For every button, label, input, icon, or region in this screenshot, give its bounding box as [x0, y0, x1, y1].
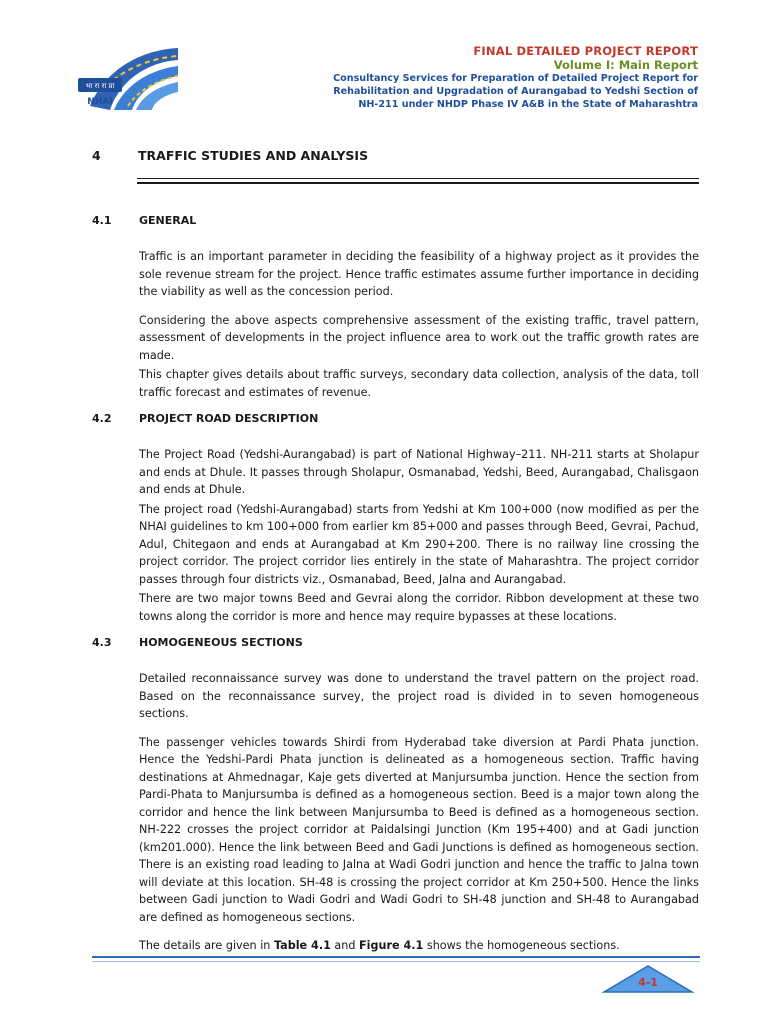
logo-text: NHAI	[87, 97, 113, 107]
chapter-number: 4	[92, 148, 101, 163]
table-reference[interactable]: Table 4.1	[273, 939, 331, 952]
paragraph: Traffic is an important parameter in deciding the feasibility of a highway project as it provides the sole revenue stream for the project. Hence traffic estimates assume further importance in deciding the viability as well as the concession period.	[139, 250, 699, 298]
section-number: 4.3	[92, 636, 112, 649]
ref-text-mid: and	[330, 939, 360, 952]
paragraph: Detailed reconnaissance survey was done to understand the travel pattern on the project road. Based on the reconnaissance survey, the project road is divided in to seven homogeneous sections.	[139, 672, 699, 720]
ref-text-post: shows the homogeneous sections.	[423, 939, 620, 952]
section-number: 4.2	[92, 412, 112, 425]
section-title: PROJECT ROAD DESCRIPTION	[139, 412, 319, 425]
section-heading	[92, 412, 699, 430]
report-header	[278, 44, 698, 111]
page-body	[92, 214, 699, 966]
paragraph: Considering the above aspects comprehensive assessment of the existing traffic, travel pattern, assessment of developments in the project influence area to work out the traffic growth rates are made.	[139, 313, 699, 362]
ref-text-pre: The details are given in	[139, 939, 274, 952]
heading-divider-thick	[137, 182, 699, 184]
header-desc-line3: NH-211 under NHDP Phase IV A&B in the State of Maharashtra	[358, 99, 698, 110]
paragraph: This chapter gives details about traffic surveys, secondary data collection, analysis of the data, toll traffic forecast and estimates of revenue.	[139, 368, 699, 399]
header-desc-line1: Consultancy Services for Preparation of Detailed Project Report for	[333, 73, 698, 84]
paragraph: The Project Road (Yedshi-Aurangabad) is part of National Highway–211. NH-211 starts at Sholapur and ends at Dhule. It passes through Sholapur, Osmanabad, Yedshi, Beed, Aurangabad, Chalisgaon and ends at Dhule.	[139, 448, 699, 496]
paragraph-references	[139, 937, 699, 955]
header-desc-line2: Rehabilitation and Upgradation of Aurangabad to Yedshi Section of	[333, 86, 698, 97]
section-heading	[92, 636, 699, 654]
report-title: FINAL DETAILED PROJECT REPORT	[473, 44, 698, 58]
paragraph: The passenger vehicles towards Shirdi from Hyderabad take diversion at Pardi Phata junction. Hence the Yedshi-Pardi Phata junction is delineated as a homogeneous section. Traffic having destinations at Ahmednagar, Kaje gets diverted at Manjursumba junction. Hence the section from Pardi-Phata to Manjursumba is defined as a homogeneous section. Beed is a major town along the corridor and hence the link between Manjursumba to Beed is defined as a homogeneous section. NH-222 crosses the project corridor at Paidalsingi Junction (Km 195+400) and at Gadi junction (km201.000). Hence the link between Beed and Gadi Junctions is defined as homogeneous section. There is an existing road leading to Jalna at Wadi Godri junction and hence the traffic to Jalna town will deviate at this location. SH-48 is crossing the project corridor at Km 250+500. Hence the links between Gadi junction to Wadi Godri and Wadi Godri to SH-48 junction and SH-48 to Aurangabad are defined as homogeneous sections.	[139, 735, 699, 924]
chapter-title: TRAFFIC STUDIES AND ANALYSIS	[138, 148, 369, 163]
paragraph: The project road (Yedshi-Aurangabad) starts from Yedshi at Km 100+000 (now modified as per the NHAI guidelines to km 100+000 from earlier km 85+000 and passes through Beed, Gevrai, Pachud, Adul, Chitegaon and ends at Aurangabad at Km 290+200. There is no railway line crossing the project corridor. The project corridor lies entirely in the state of Maharashtra. The project corridor passes through four districts viz., Osmanabad, Beed, Jalna and Aurangabad.	[139, 502, 699, 586]
figure-reference[interactable]: Figure 4.1	[359, 939, 424, 952]
volume-title: Volume I: Main Report	[553, 58, 698, 72]
section-title: HOMOGENEOUS SECTIONS	[139, 636, 303, 649]
section-number: 4.1	[92, 214, 112, 227]
logo-hindi-text: भा रा रा प्रा	[85, 82, 115, 90]
heading-divider	[137, 178, 699, 179]
footer-divider-light	[92, 961, 700, 962]
page-number: 4-1	[638, 976, 658, 989]
section-title: GENERAL	[139, 214, 197, 227]
nhai-logo	[70, 40, 182, 116]
section-heading	[92, 214, 699, 232]
paragraph: There are two major towns Beed and Gevrai along the corridor. Ribbon development at these two towns along the corridor is more and hence may require bypasses at these locations.	[139, 592, 699, 623]
footer-divider	[92, 956, 700, 958]
